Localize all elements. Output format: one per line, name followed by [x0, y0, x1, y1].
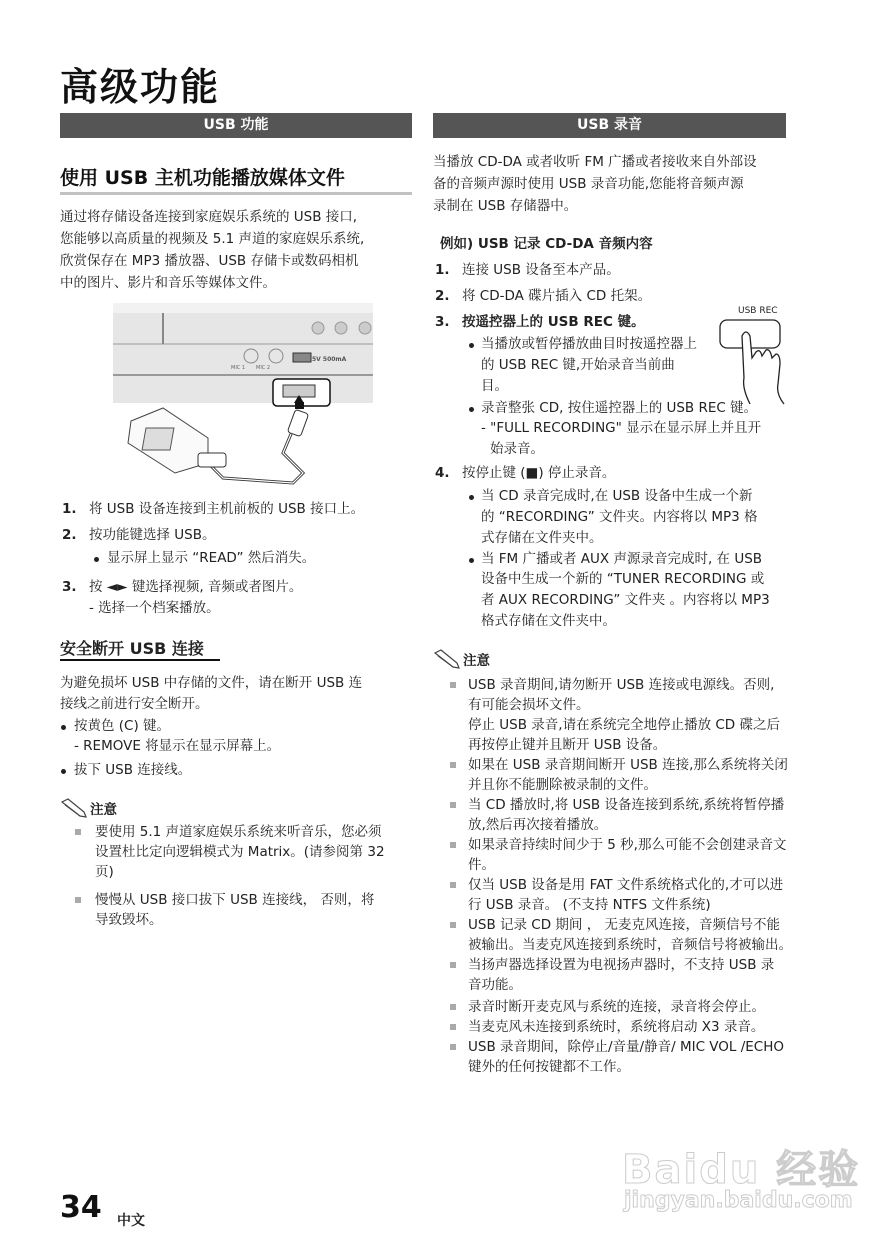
intro-line: 欣赏保存在 MP3 播放器、USB 存储卡或数码相机	[60, 253, 359, 269]
note-line: 有可能会损坏文件。	[468, 697, 590, 713]
intro-line: 备的音频声源时使用 USB 录音功能,您能将音频声源	[433, 176, 744, 192]
bullet-icon	[61, 769, 66, 774]
note-line: 放,然后再次接着播放。	[468, 817, 608, 833]
section-heading-safe-remove: 安全断开 USB 连接	[60, 639, 204, 658]
watermark-brand: Baidu 经验	[622, 1147, 861, 1193]
bullet-sub: 始录音。	[490, 441, 544, 457]
bullet-sub: - REMOVE 将显示在显示屏幕上。	[74, 738, 281, 754]
step-number: 3.	[62, 579, 77, 595]
heading-underline	[60, 659, 220, 661]
bullet-line: 格式存储在文件夹中。	[481, 613, 616, 629]
square-bullet-icon	[450, 762, 456, 768]
note-line: 音功能。	[468, 977, 522, 993]
note-line: 如果录音持续时间少于 5 秒,那么可能不会创建录音文	[468, 837, 787, 853]
page-title: 高级功能	[60, 65, 221, 109]
intro-line: 录制在 USB 存储器中。	[433, 198, 578, 214]
note-line: 如果在 USB 录音期间断开 USB 连接,那么系统将关闭	[468, 757, 788, 773]
bullet-line: 式存储在文件夹中。	[481, 530, 603, 546]
note-line: USB 录音期间,请勿断开 USB 连接或电源线。否则,	[468, 677, 775, 693]
square-bullet-icon	[450, 842, 456, 848]
bullet-line: 录音整张 CD, 按住遥控器上的 USB REC 键。	[481, 400, 758, 416]
page-number: 34	[60, 1190, 102, 1225]
paragraph-line: 接线之前进行安全断开。	[60, 696, 209, 712]
example-heading: 例如) USB 记录 CD-DA 音频内容	[440, 236, 653, 252]
intro-line: 中的图片、影片和音乐等媒体文件。	[60, 275, 276, 291]
square-bullet-icon	[450, 1004, 456, 1010]
note-line: 录音时断开麦克风与系统的连接，录音将会停止。	[468, 999, 765, 1015]
note-title: 注意	[463, 653, 490, 669]
step-text: 连接 USB 设备至本产品。	[462, 262, 620, 278]
bullet-icon	[94, 557, 99, 562]
usb-rec-button-illustration	[718, 306, 786, 406]
step-text: 按 ◄► 键选择视频, 音频或者图片。	[89, 579, 303, 595]
note-line: 当 CD 播放时,将 USB 设备连接到系统,系统将暂停播	[468, 797, 785, 813]
step-number: 2.	[62, 527, 77, 543]
square-bullet-icon	[450, 962, 456, 968]
step-text: 按功能键选择 USB。	[89, 527, 216, 543]
note-line: 件。	[468, 857, 495, 873]
note-line: 被输出。当麦克风连接到系统时，音频信号将被输出。	[468, 937, 792, 953]
step-number: 1.	[62, 501, 77, 517]
watermark-url: jingyan.baidu.com	[624, 1188, 853, 1213]
step-text: 将 CD-DA 碟片插入 CD 托架。	[462, 288, 652, 304]
bullet-text: 按黄色 (C) 键。	[74, 718, 171, 734]
note-line: 当扬声器选择设置为电视扬声器时，不支持 USB 录	[468, 957, 775, 973]
note-line: USB 录音期间，除停止/音量/静音/ MIC VOL /ECHO	[468, 1039, 785, 1055]
intro-line: 您能够以高质量的视频及 5.1 声道的家庭娱乐系统,	[60, 231, 365, 247]
step-sub: - 选择一个档案播放。	[89, 600, 220, 616]
step-text: 按停止键 (■) 停止录音。	[462, 465, 616, 481]
pencil-note-icon	[433, 649, 461, 669]
square-bullet-icon	[450, 882, 456, 888]
bullet-icon	[469, 343, 474, 348]
note-line: 页)	[95, 864, 114, 880]
square-bullet-icon	[450, 1044, 456, 1050]
bullet-line: 目。	[481, 378, 508, 394]
note-line: 要使用 5.1 声道家庭娱乐系统来听音乐，您必须	[95, 824, 382, 840]
bullet-icon	[61, 725, 66, 730]
square-bullet-icon	[450, 922, 456, 928]
bullet-line: 当 FM 广播或者 AUX 声源录音完成时, 在 USB	[481, 551, 763, 567]
step-number: 4.	[435, 465, 450, 481]
square-bullet-icon	[75, 897, 81, 903]
square-bullet-icon	[75, 829, 81, 835]
bullet-icon	[469, 495, 474, 500]
bullet-line: 当 CD 录音完成时,在 USB 设备中生成一个新	[481, 488, 753, 504]
bullet-sub: - "FULL RECORDING" 显示在显示屏上并且开	[481, 420, 762, 436]
usb-connection-illustration	[113, 303, 373, 491]
note-title: 注意	[90, 802, 117, 818]
step-text: 按遥控器上的 USB REC 键。	[462, 314, 645, 330]
note-line: 导致毁坏。	[95, 912, 163, 928]
note-line: 键外的任何按键都不工作。	[468, 1059, 630, 1075]
mic2-label: MIC 2	[256, 365, 271, 371]
heading-underline	[60, 192, 412, 195]
step-number: 3.	[435, 314, 450, 330]
intro-line: 通过将存储设备连接到家庭娱乐系统的 USB 接口,	[60, 209, 358, 225]
bullet-line: 当播放或暂停播放曲目时按遥控器上	[481, 336, 697, 352]
bullet-icon	[469, 407, 474, 412]
bullet-line: 的 USB REC 键,开始录音当前曲	[481, 357, 675, 373]
section-bar-usb-function: USB 功能	[60, 113, 412, 138]
note-line: 行 USB 录音。 (不支持 NTFS 文件系统)	[468, 897, 711, 913]
bullet-text: 拔下 USB 连接线。	[74, 762, 192, 778]
step-bullet: 显示屏上显示 “READ” 然后消失。	[107, 550, 316, 566]
usb-rec-label: USB REC	[738, 306, 778, 316]
bullet-icon	[469, 558, 474, 563]
square-bullet-icon	[450, 802, 456, 808]
step-number: 2.	[435, 288, 450, 304]
bullet-line: 者 AUX RECORDING” 文件夹 。内容将以 MP3	[481, 592, 770, 608]
note-line: USB 记录 CD 期间 ， 无麦克风连接，音频信号不能	[468, 917, 780, 933]
note-line: 再按停止键并且断开 USB 设备。	[468, 737, 667, 753]
pencil-note-icon	[60, 798, 88, 818]
usb-rating-label: 5V 500mA	[312, 356, 347, 363]
square-bullet-icon	[450, 682, 456, 688]
hand-pressing-icon	[718, 318, 786, 406]
square-bullet-icon	[450, 1024, 456, 1030]
note-line: 当麦克风未连接到系统时，系统将启动 X3 录音。	[468, 1019, 765, 1035]
note-line: 仅当 USB 设备是用 FAT 文件系统格式化的,才可以进	[468, 877, 784, 893]
note-line: 设置杜比定向逻辑模式为 Matrix。(请参阅第 32	[95, 844, 385, 860]
paragraph-line: 为避免损坏 USB 中存储的文件，请在断开 USB 连	[60, 675, 363, 691]
note-line: 慢慢从 USB 接口拔下 USB 连接线， 否则，将	[95, 892, 375, 908]
section-bar-usb-recording: USB 录音	[433, 113, 786, 138]
mic1-label: MIC 1	[231, 365, 246, 371]
note-line: 并且你不能删除被录制的文件。	[468, 777, 657, 793]
language-label: 中文	[117, 1213, 145, 1229]
bullet-line: 设备中生成一个新的 “TUNER RECORDING 或	[481, 571, 765, 587]
intro-line: 当播放 CD-DA 或者收听 FM 广播或者接收来自外部设	[433, 154, 757, 170]
step-number: 1.	[435, 262, 450, 278]
note-line: 停止 USB 录音,请在系统完全地停止播放 CD 碟之后	[468, 717, 780, 733]
section-heading-usb-host: 使用 USB 主机功能播放媒体文件	[60, 167, 345, 189]
step-text: 将 USB 设备连接到主机前板的 USB 接口上。	[89, 501, 365, 517]
bullet-line: 的 “RECORDING” 文件夹。内容将以 MP3 格	[481, 509, 758, 525]
